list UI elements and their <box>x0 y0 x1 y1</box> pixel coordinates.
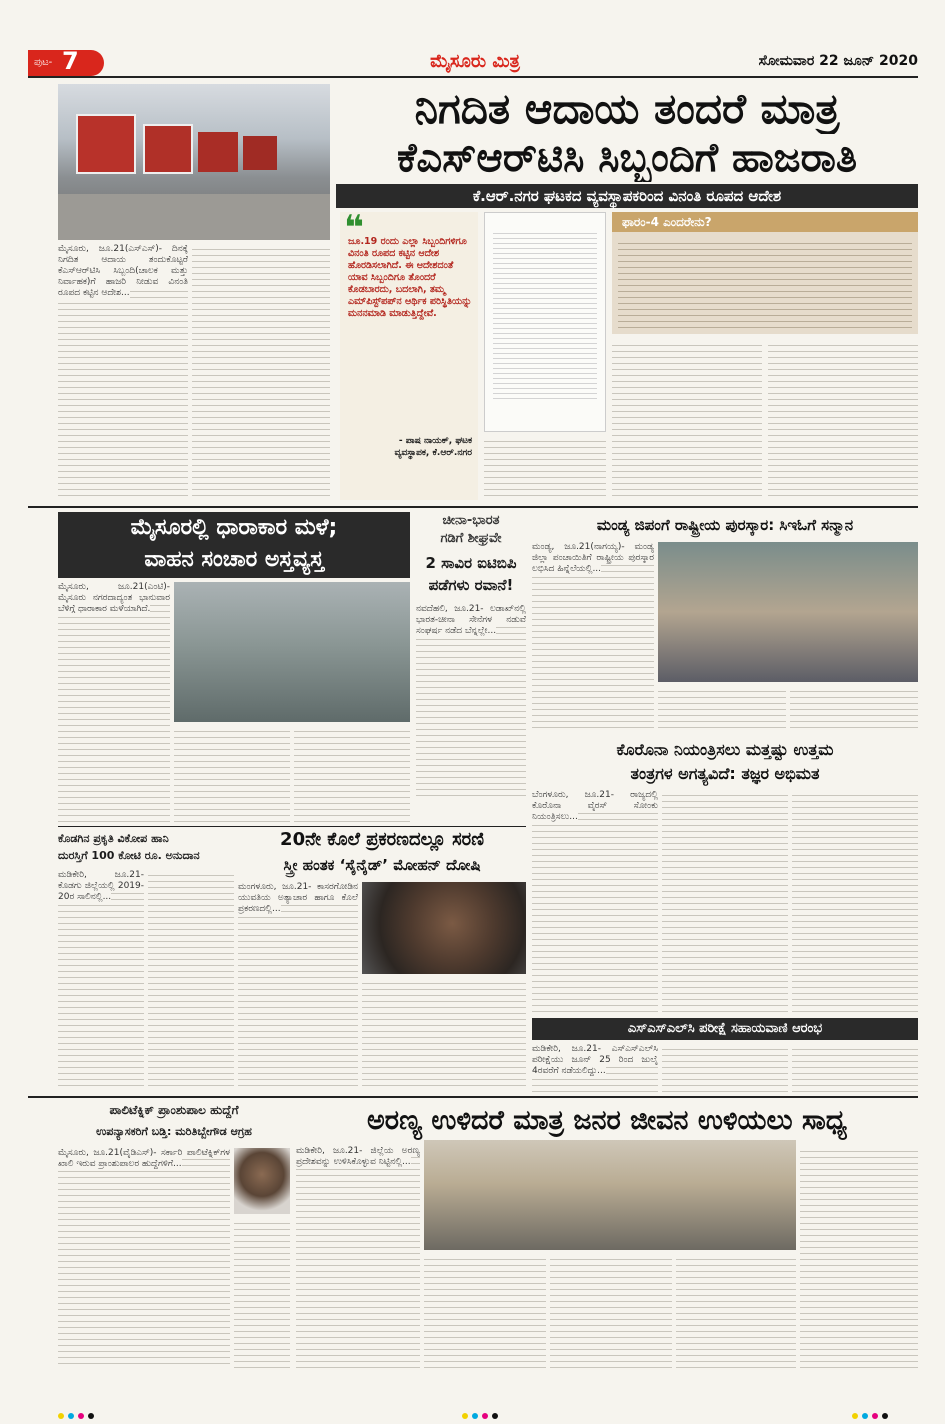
quote-mark-icon: ❝ <box>344 208 364 248</box>
lead-column-5 <box>612 340 762 500</box>
lead-dateline: ಮೈಸೂರು, ಜೂ.21(ಎಸ್‌ಎಸ್)- ದಿನಕ್ಕೆ ನಿಗದಿತ ಆದಾಯ ತಂದುಕೊಟ್ಟರೆ ಕೆಎಸ್‌ಆರ್‌ಟಿಸಿ ಸಿಬ್ಬಂದಿ(ಚಾಲಕ ಮತ್ತು ನಿರ್ವಾಹಕ)ಗೆ ಹಾಜರಿ ನೀಡುವ ವಿನಂತಿ ರೂಪದ ಕಟ್ಟಿನ ಆದೇಶ... <box>58 244 188 298</box>
lead-subhead <box>336 184 918 208</box>
sslc-column-2 <box>662 1044 788 1092</box>
cyanide-column-1 <box>238 882 358 1090</box>
sslc-headline-box <box>532 1018 918 1040</box>
rain-column-1 <box>58 582 170 822</box>
form4-sidebar-title: ಫಾರಂ-4 ಎಂದರೇನು? <box>622 215 712 229</box>
register-dot-yellow <box>462 1413 468 1419</box>
corona-column-2 <box>662 790 788 1012</box>
register-dot-magenta <box>78 1413 84 1419</box>
form4-sidebar-title-bar <box>612 212 918 232</box>
mandya-headline: ಮಂಡ್ಯ ಜಿಪಂಗೆ ರಾಷ್ಟ್ರೀಯ ಪುರಸ್ಕಾರ: ಸಿಇಓಗೆ ಸನ್ಮಾನ <box>596 516 854 534</box>
register-marks-right <box>850 1404 890 1423</box>
register-marks-left <box>56 1404 96 1423</box>
corona-dateline: ಬೆಂಗಳೂರು, ಜೂ.21- ರಾಜ್ಯದಲ್ಲಿ ಕೊರೊನಾ ವೈರಸ್ ಸೋಂಕು ನಿಯಂತ್ರಿಸಲು... <box>532 790 658 822</box>
forest-column-6 <box>800 1146 918 1368</box>
china-story <box>416 512 526 822</box>
lead-column-6 <box>768 340 918 500</box>
china-kicker-line1: ಚೀನಾ-ಭಾರತ <box>442 513 500 528</box>
kodagu-column-1 <box>58 870 144 1090</box>
register-dot-yellow <box>58 1413 64 1419</box>
lead-subhead-text: ಕೆ.ಆರ್.ನಗರ ಘಟಕದ ವ್ಯವಸ್ಥಾಪಕರಿಂದ ವಿನಂತಿ ರೂಪದ ಆದೇಶ <box>472 187 782 205</box>
page-number-tab <box>28 47 104 76</box>
sslc-dateline: ಮಡಿಕೇರಿ, ಜೂ.21- ಎಸ್‌ಎಸ್‌ಎಲ್‌ಸಿ ಪರೀಕ್ಷೆಯು ಜೂನ್ 25 ರಿಂದ ಜುಲೈ 4ರವರೆಗೆ ನಡೆಯಲಿದ್ದು... <box>532 1044 658 1076</box>
issue-date: ಸೋಮವಾರ 22 ಜೂನ್ 2020 <box>758 53 918 69</box>
china-dateline: ನವದೆಹಲಿ, ಜೂ.21- ಲಡಾಖ್‌ನಲ್ಲಿ ಭಾರತ-ಚೀನಾ ಸೇನೆಗಳ ನಡುವೆ ಸಂಘರ್ಷ ನಡೆದ ಬೆನ್ನಲ್ಲೇ... <box>416 604 526 636</box>
circular-document-image <box>484 212 606 432</box>
mandya-column-1 <box>532 542 654 732</box>
register-dot-cyan <box>68 1413 74 1419</box>
sslc-headline: ಎಸ್‌ಎಸ್‌ಎಲ್‌ಸಿ ಪರೀಕ್ಷೆ ಸಹಾಯವಾಣಿ ಆರಂಭ <box>627 1021 823 1036</box>
mohan-portrait-photo <box>362 882 526 974</box>
lecturer-column-2 <box>234 1218 290 1368</box>
mandya-felicitation-photo <box>658 542 918 682</box>
china-headline-line2: ಪಡೆಗಳು ರವಾನೆ! <box>428 576 514 594</box>
rain-column-2 <box>174 726 290 822</box>
lecturer-headline-line1: ಪಾಲಿಟೆಕ್ನಿಕ್ ಪ್ರಾಂಶುಪಾಲ ಹುದ್ದೆಗೆ <box>109 1103 239 1117</box>
register-dot-magenta <box>482 1413 488 1419</box>
china-headline-line1: 2 ಸಾವಿರ ಐಟಿಬಿಪಿ <box>425 554 517 572</box>
sslc-column-3 <box>792 1044 918 1092</box>
kodagu-headline-line2: ದುರಸ್ತಿಗೆ 100 ಕೋಟಿ ರೂ. ಅನುದಾನ <box>58 849 200 862</box>
form4-sidebar <box>612 212 918 334</box>
lecturer-column-1 <box>58 1148 230 1368</box>
corona-headline-line2: ತಂತ್ರಗಳ ಅಗತ್ಯವಿದೆ: ತಜ್ಞರ ಅಭಿಮತ <box>630 764 820 783</box>
cyanide-headline-line1: 20ನೇ ಕೊಲೆ ಪ್ರಕರಣದಲ್ಲೂ ಸರಣಿ <box>280 829 484 850</box>
lead-column-2 <box>192 244 330 500</box>
rain-column-3 <box>294 726 410 822</box>
corona-headline-line1: ಕೊರೊನಾ ನಿಯಂತ್ರಿಸಲು ಮತ್ತಷ್ಟು ಉತ್ತಮ <box>616 740 834 759</box>
lecturer-headline-box <box>58 1100 290 1144</box>
forest-meeting-photo-frame <box>424 1140 796 1250</box>
page-label: ಪುಟ- <box>34 57 53 68</box>
china-body <box>416 604 526 800</box>
register-dot-black <box>882 1413 888 1419</box>
lead-headline-line1: ನಿಗದಿತ ಆದಾಯ ತಂದರೆ ಮಾತ್ರ <box>414 84 840 133</box>
mandya-column-3 <box>790 686 918 732</box>
china-kicker-line2: ಗಡಿಗೆ ಶೀಘ್ರವೇ <box>440 531 502 546</box>
bus-depot-photo <box>58 84 330 240</box>
register-dot-cyan <box>472 1413 478 1419</box>
section-rule-3 <box>28 1096 918 1098</box>
lead-column-1 <box>58 244 188 500</box>
page-number: 7 <box>62 47 79 75</box>
kodagu-column-2 <box>148 870 234 1090</box>
register-dot-magenta <box>872 1413 878 1419</box>
masthead <box>0 44 945 78</box>
forest-column-1 <box>296 1146 420 1368</box>
mandya-dateline: ಮಂಡ್ಯ, ಜೂ.21(ನಾಗಯ್ಯ)- ಮಂಡ್ಯ ಜಿಲ್ಲಾ ಪಂಚಾಯಿತಿಗೆ ರಾಷ್ಟ್ರೀಯ ಪುರಸ್ಕಾರ ಲಭಿಸಿದ ಹಿನ್ನೆಲೆಯಲ್ಲಿ... <box>532 542 654 574</box>
cyanide-dateline: ಮಂಗಳೂರು, ಜೂ.21- ಕಾಸರಗೋಡಿನ ಯುವತಿಯ ಅತ್ಯಾಚಾರ ಹಾಗೂ ಕೊಲೆ ಪ್ರಕರಣದಲ್ಲಿ... <box>238 882 358 914</box>
quote-text: ಜೂ.19 ರಂದು ಎಲ್ಲಾ ಸಿಬ್ಬಂದಿಗಳಿಗೂ ವಿನಂತಿ ರೂಪದ ಕಟ್ಟಿನ ಆದೇಶ ಹೊರಡಿಸಲಾಗಿದೆ. ಈ ಆದೇಶದಂತೆ ಯಾವ ಸಿಬ್ಬಂದಿಗೂ ತೊಂದರೆ ಕೊಡಬಾರದು, ಬದಲಾಗಿ, ತಮ್ಮ ಎಮ್‌ಪಿಸ್ಟ್‌ಪಪ್‌ನ ಆರ್ಥಿಕ ಪರಿಸ್ಥಿತಿಯನ್ನು ಮನನಮಾಡಿ ಮಾಡುತ್ತಿದ್ದೇವೆ. <box>348 236 472 319</box>
register-dot-cyan <box>862 1413 868 1419</box>
mandya-column-2 <box>658 686 786 732</box>
maritibbegowda-portrait-photo <box>234 1148 290 1214</box>
register-marks-center <box>460 1404 500 1423</box>
forest-column-5 <box>676 1254 796 1368</box>
register-dot-black <box>492 1413 498 1419</box>
rain-headline-line1: ಮೈಸೂರಲ್ಲಿ ಧಾರಾಕಾರ ಮಳೆ; <box>130 515 338 540</box>
cyanide-column-2 <box>362 978 526 1090</box>
forest-headline: ಅರಣ್ಯ ಉಳಿದರೆ ಮಾತ್ರ ಜನರ ಜೀವನ ಉಳಿಯಲು ಸಾಧ್ಯ <box>367 1105 847 1136</box>
rain-street-photo <box>174 582 410 722</box>
rain-dateline: ಮೈಸೂರು, ಜೂ.21(ಎಂಟಿ)- ಮೈಸೂರು ನಗರದಾದ್ಯಂತ ಭಾನುವಾರ ಬೆಳಿಗ್ಗೆ ಧಾರಾಕಾರ ಮಳೆಯಾಗಿದೆ. <box>58 582 170 614</box>
lead-headline-line2: ಕೆಎಸ್‌ಆರ್‌ಟಿಸಿ ಸಿಬ್ಬಂದಿಗೆ ಹಾಜರಾತಿ <box>396 135 858 181</box>
lecturer-dateline: ಮೈಸೂರು, ಜೂ.21(ವೈಡಿಎಸ್)- ಸರ್ಕಾರಿ ಪಾಲಿಟೆಕ್ನಿಕ್‌ಗಳ ಖಾಲಿ ಇರುವ ಪ್ರಾಂಶುಪಾಲರ ಹುದ್ದೆಗಳಿಗೆ... <box>58 1148 230 1169</box>
sslc-column-1 <box>532 1044 658 1092</box>
kodagu-headline-box <box>58 830 234 866</box>
lecturer-headline-line2: ಉಪನ್ಯಾಸಕರಿಗೆ ಬಡ್ತಿ: ಮರಿತಿಬ್ಬೇಗೌಡ ಆಗ್ರಹ <box>96 1125 252 1138</box>
rain-headline-line2: ವಾಹನ ಸಂಚಾರ ಅಸ್ತವ್ಯಸ್ತ <box>144 547 324 572</box>
forest-column-3 <box>424 1254 546 1368</box>
cyanide-headline-line2: ಸ್ತ್ರೀ ಹಂತಕ ‘ಸೈನೈಡ್’ ಮೋಹನ್ ದೋಷಿ <box>283 856 481 874</box>
register-dot-black <box>88 1413 94 1419</box>
corona-column-1 <box>532 790 658 1012</box>
forest-dateline: ಮಡಿಕೇರಿ, ಜೂ.21- ಜಿಲ್ಲೆಯ ಅರಣ್ಯ ಪ್ರದೇಶವನ್ನು ಉಳಿಸಿಕೊಳ್ಳುವ ನಿಟ್ಟಿನಲ್ಲಿ... <box>296 1146 420 1167</box>
paper-name: ಮೈಸೂರು ಮಿತ್ರ <box>430 51 520 72</box>
kodagu-headline-line1: ಕೊಡಗಿನ ಪ್ರಕೃತಿ ವಿಕೋಪ ಹಾನಿ <box>58 832 169 845</box>
section-rule-1 <box>28 506 918 508</box>
lead-column-4 <box>484 436 606 500</box>
register-dot-yellow <box>852 1413 858 1419</box>
lead-quote-box <box>340 208 478 500</box>
quote-attribution-role: ವ್ಯವಸ್ಥಾಪಕ, ಕೆ.ಆರ್.ನಗರ <box>394 448 472 458</box>
kodagu-dateline: ಮಡಿಕೇರಿ, ಜೂ.21- ಕೊಡಗು ಜಿಲ್ಲೆಯಲ್ಲಿ 2019-20ರ ಸಾಲಿನಲ್ಲಿ... <box>58 870 144 902</box>
forest-column-4 <box>550 1254 672 1368</box>
rain-headline-box <box>58 512 410 578</box>
masthead-rule <box>28 76 918 78</box>
quote-attribution-name: - ಪಾಷ ನಾಯಕ್, ಘಟಕ <box>398 436 472 446</box>
corona-column-3 <box>792 790 918 1012</box>
